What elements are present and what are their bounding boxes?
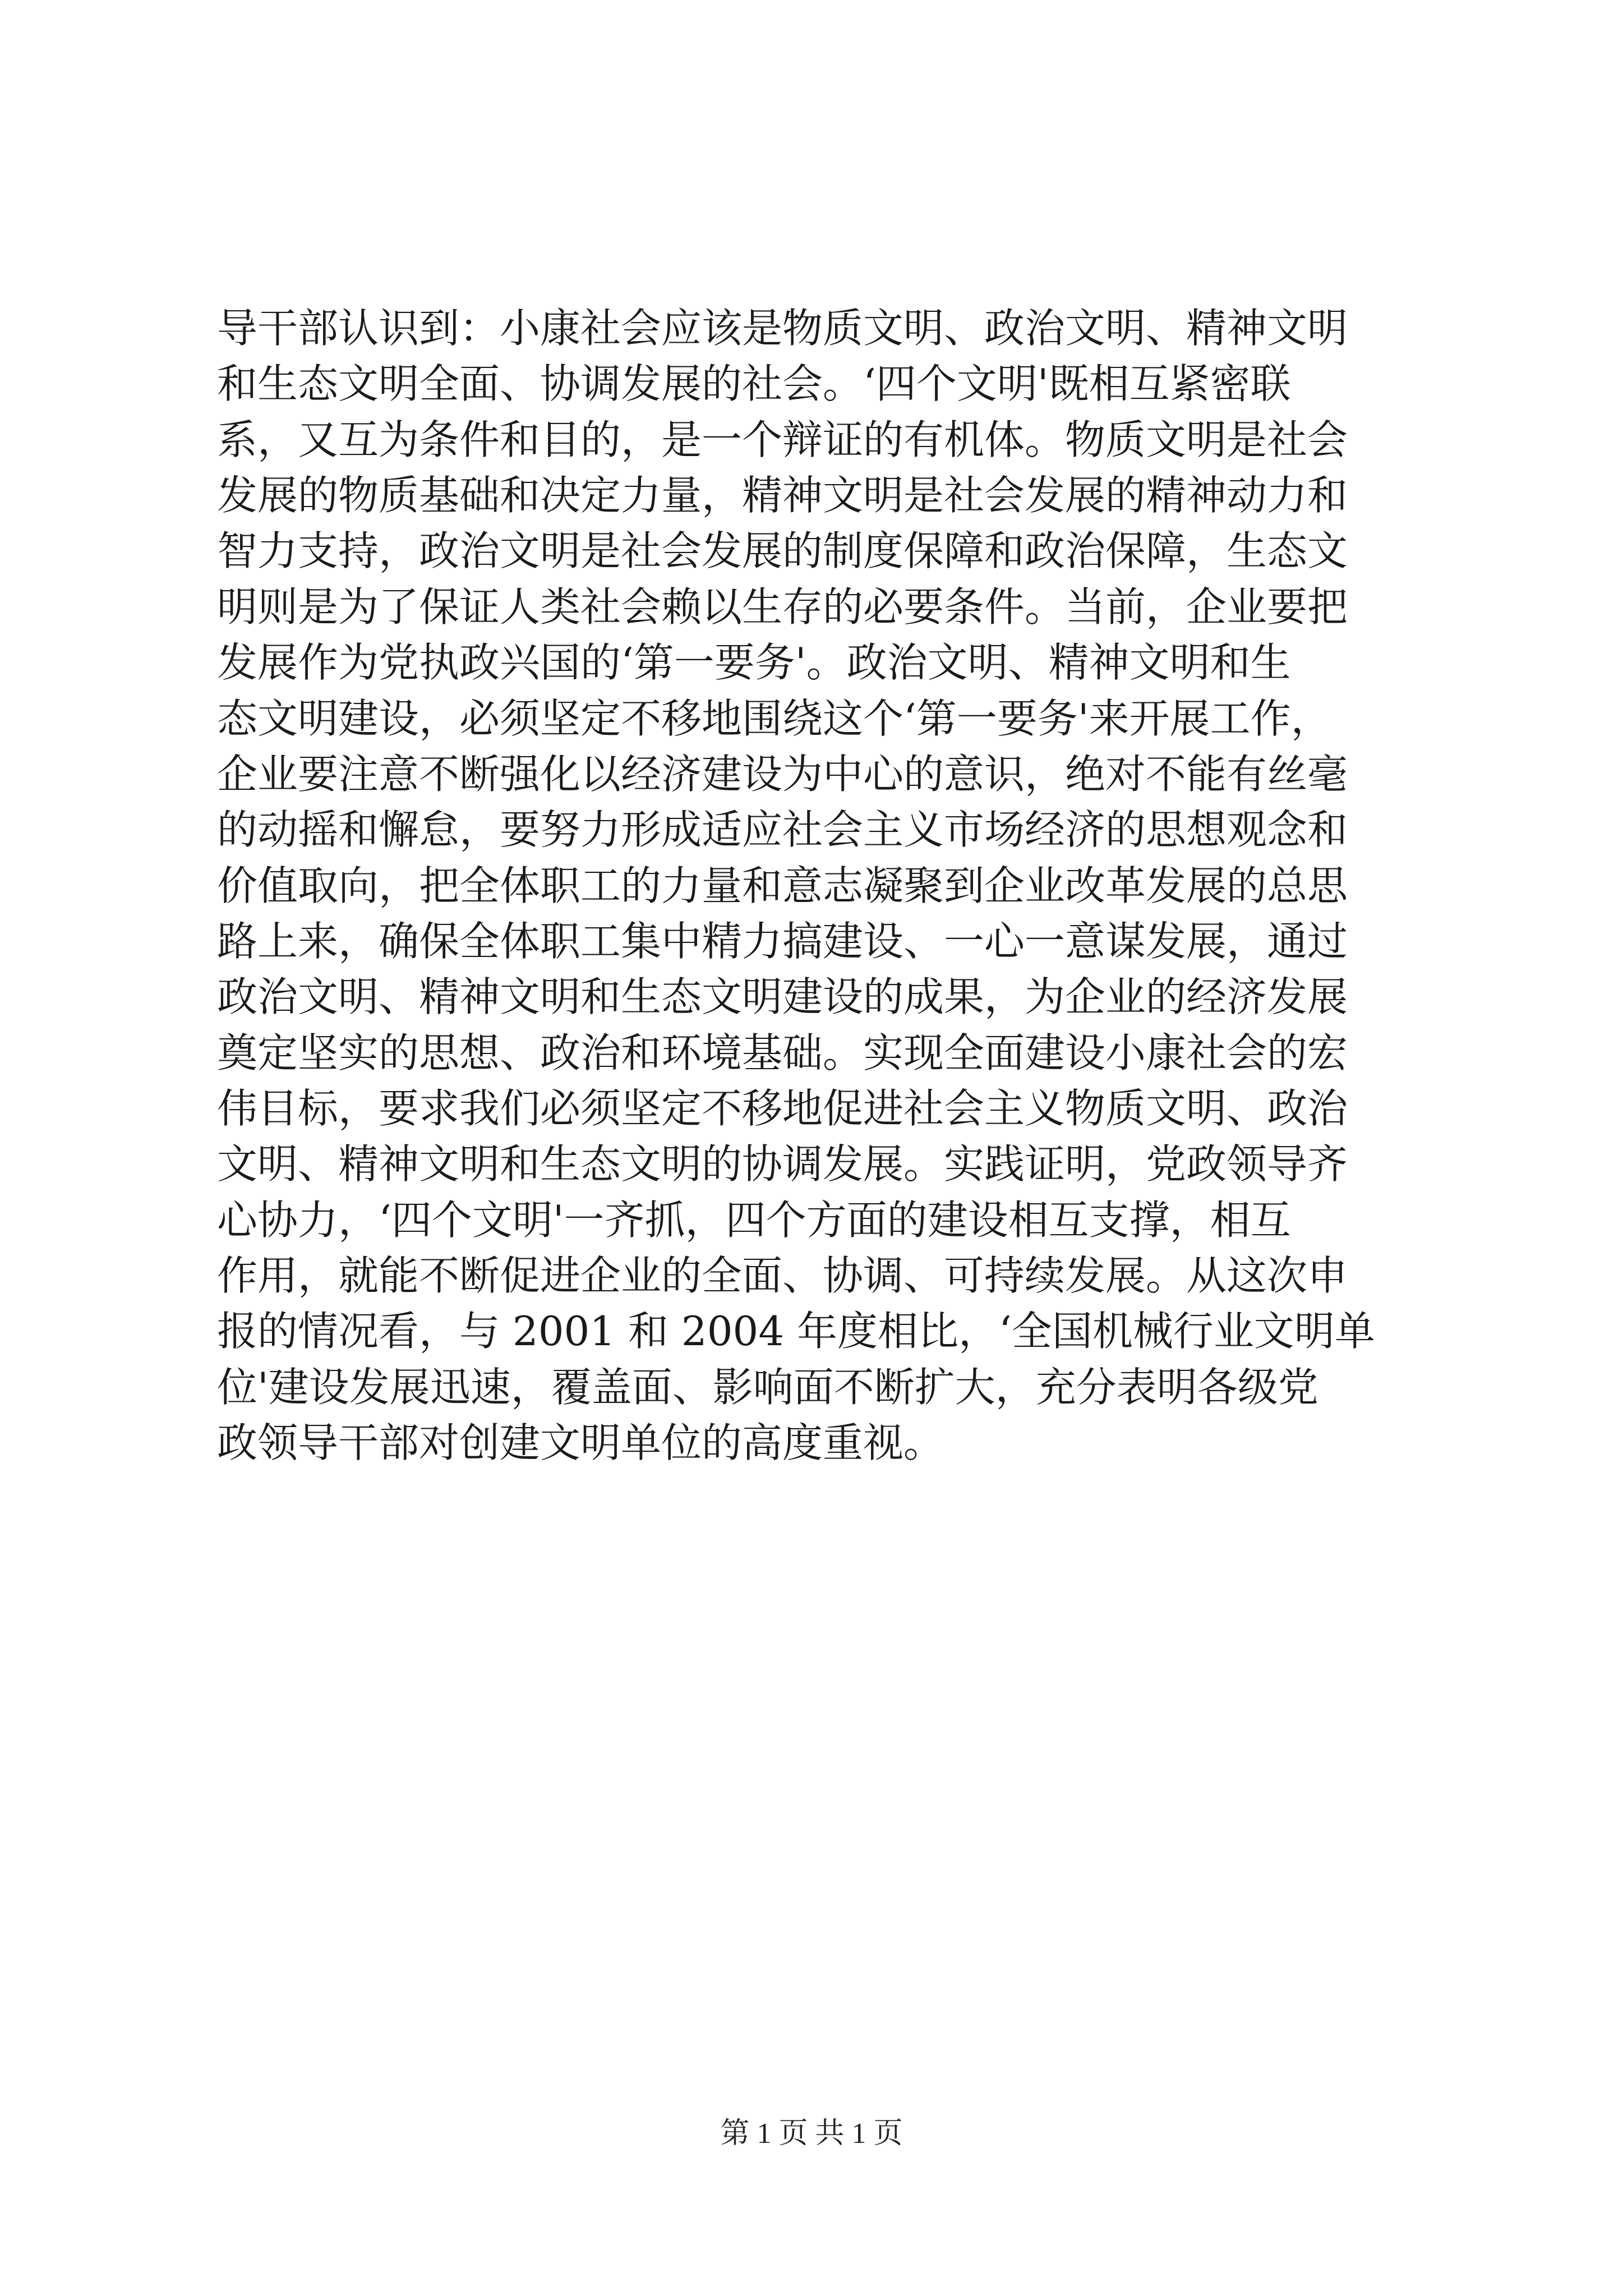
body-paragraph [217,301,1412,1471]
text-line: 和生态文明全面、协调发展的社会。‘四个文明'既相互紧密联 [217,360,1291,408]
text-line: 导干部认识到：小康社会应该是物质文明、政治文明、精神文明 [217,305,1348,352]
text-line: 的动摇和懈怠，要努力形成适应社会主义市场经济的思想观念和 [217,806,1348,854]
text-line: 奠定坚实的思想、政治和环境基础。实现全面建设小康社会的宏 [217,1029,1348,1076]
text-line: 政领导干部对创建文明单位的高度重视。 [217,1419,944,1467]
text-line: 发展作为党执政兴国的‘第一要务'。政治文明、精神文明和生 [217,639,1291,687]
text-line: 报的情况看，与 2001 和 2004 年度相比，‘全国机械行业文明单 [217,1308,1375,1355]
text-line: 价值取向，把全体职工的力量和意志凝聚到企业改革发展的总思 [217,862,1348,909]
text-line: 态文明建设，必须坚定不移地围绕这个‘第一要务'来开展工作， [217,694,1331,742]
text-line: 系，又互为条件和目的，是一个辩证的有机体。物质文明是社会 [217,416,1348,463]
text-line: 路上来，确保全体职工集中精力搞建设、一心一意谋发展，通过 [217,917,1348,965]
text-line: 发展的物质基础和决定力量，精神文明是社会发展的精神动力和 [217,472,1348,519]
text-line: 位'建设发展迅速，覆盖面、影响面不断扩大，充分表明各级党 [217,1363,1318,1411]
text-line: 企业要注意不断强化以经济建设为中心的意识，绝对不能有丝毫 [217,750,1348,798]
text-line: 文明、精神文明和生态文明的协调发展。实践证明，党政领导齐 [217,1140,1348,1188]
text-line: 心协力，‘四个文明'一齐抓，四个方面的建设相互支撑，相互 [217,1196,1291,1244]
text-line: 政治文明、精神文明和生态文明建设的成果，为企业的经济发展 [217,973,1348,1021]
text-line: 智力支持，政治文明是社会发展的制度保障和政治保障，生态文 [217,527,1348,575]
page-footer [0,2109,1623,2151]
page-number-label: 第 1 页 共 1 页 [720,2118,903,2150]
text-line: 伟目标，要求我们必须坚定不移地促进社会主义物质文明、政治 [217,1085,1348,1133]
text-line: 作用，就能不断促进企业的全面、协调、可持续发展。从这次申 [217,1252,1348,1300]
text-line: 明则是为了保证人类社会赖以生存的必要条件。当前，企业要把 [217,583,1348,631]
